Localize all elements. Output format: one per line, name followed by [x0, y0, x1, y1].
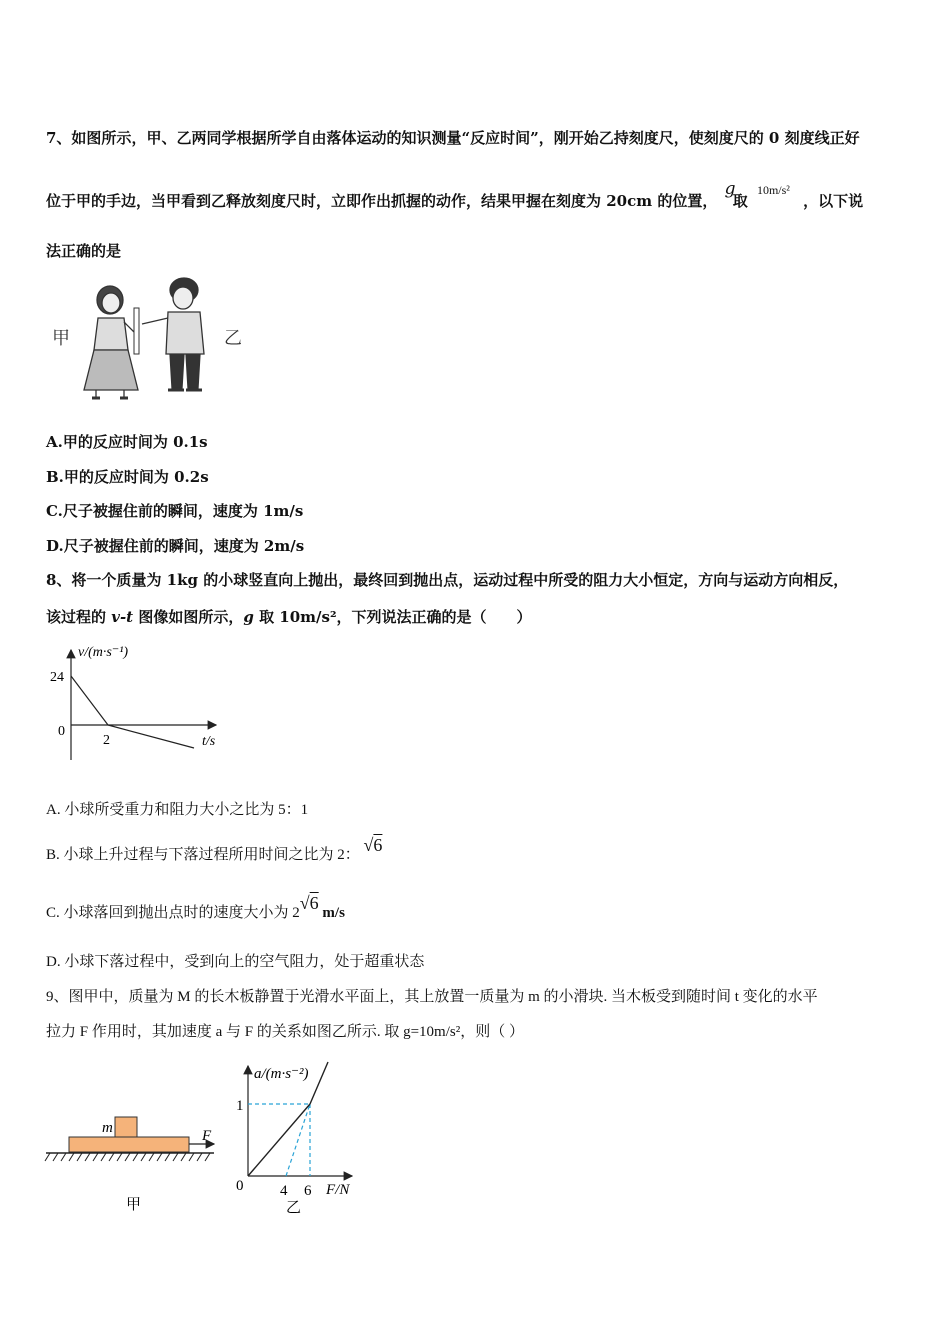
fig-jia-caption: 甲	[126, 1197, 142, 1213]
q8-option-b	[46, 835, 383, 864]
q8-origin: 0	[58, 724, 65, 739]
q8-down-segment	[108, 725, 194, 748]
mass-label: m	[102, 1120, 113, 1136]
boy-illustration	[142, 278, 204, 390]
q8-line1: 8、将一个质量为 1kg 的小球竖直向上抛出，最终回到抛出点，运动过程中所受的阻力大小恒定，方向与运动方向相反，	[46, 571, 849, 589]
q7-line2-text: 位于甲的手边，当甲看到乙释放刻度尺时，立即作出抓握的动作，结果甲握在刻度为 20cm 的位置，	[46, 192, 718, 210]
q8-line2-c: 取 10m/s²，下列说法正确的是（ ）	[253, 608, 532, 626]
q9-line2: 拉力 F 作用时，其加速度 a 与 F 的关系如图乙所示. 取 g=10m/s²，则（ ）	[46, 1024, 524, 1040]
q8-up-segment	[71, 676, 108, 725]
small-block	[115, 1117, 137, 1137]
q8-option-b-text: B. 小球上升过程与下落过程所用时间之比为 2：	[46, 847, 360, 863]
q8-y-label: v/(m·s⁻¹)	[78, 645, 129, 660]
q8-option-c-unit: m/s	[318, 905, 345, 921]
q7-figure	[48, 272, 268, 402]
q8-y-tick: 24	[50, 670, 64, 685]
q8-option-d: D. 小球下落过程中，受到向上的空气阻力，处于超重状态	[46, 954, 425, 970]
q7-line3: 法正确的是	[46, 242, 122, 260]
q8-line2-a: 该过程的	[46, 608, 112, 626]
q8-vt-graph	[46, 640, 246, 765]
q9-segment-2	[310, 1062, 328, 1104]
q7-option-d: D.尺子被握住前的瞬间，速度为 2m/s	[46, 537, 305, 555]
q7-option-a: A.甲的反应时间为 0.1s	[46, 433, 208, 451]
q7-qu: 取	[732, 192, 748, 210]
q8-option-c-root: √6	[299, 893, 319, 913]
q7-g-value: 10m/s²	[756, 183, 790, 197]
q9-segment-1	[248, 1104, 310, 1176]
force-label: F	[202, 1128, 212, 1144]
q8-vt: v-t	[111, 608, 134, 626]
fig-yi-caption: 乙	[286, 1200, 302, 1216]
q9-fig-jia	[44, 1108, 224, 1218]
q7-fig-label-right: 乙	[224, 328, 242, 348]
q8-x-label: t/s	[202, 734, 216, 749]
ground-hatching	[45, 1153, 210, 1161]
long-board	[69, 1137, 189, 1152]
q7-option-c: C.尺子被握住前的瞬间，速度为 1m/s	[46, 502, 304, 520]
q9-dash-slanted	[286, 1104, 310, 1176]
q8-option-c-text: C. 小球落回到抛出点时的速度大小为 2	[46, 905, 300, 921]
q8-x-tick: 2	[103, 733, 110, 748]
q8-line2-b: 图像如图所示，	[133, 608, 244, 626]
q9-line1: 9、图甲中，质量为 M 的长木板静置于光滑水平面上，其上放置一质量为 m 的小滑块. 当木板受到随时间 t 变化的水平	[46, 989, 818, 1005]
q9-y-label: a/(m·s⁻²)	[254, 1066, 309, 1082]
q7-option-b: B.甲的反应时间为 0.2s	[46, 468, 209, 486]
q9-fig-yi	[230, 1058, 370, 1218]
q8-option-b-root: √6	[363, 835, 383, 855]
q7-g-symbol: g	[724, 179, 736, 199]
q8-line2	[46, 606, 532, 627]
q9-y-tick: 1	[236, 1098, 244, 1114]
q8-option-c	[46, 893, 345, 922]
q7-line2	[46, 179, 864, 211]
q9-origin: 0	[236, 1178, 244, 1194]
q9-x-tick-6: 6	[304, 1183, 312, 1199]
q7-fig-label-left: 甲	[52, 328, 70, 348]
q7-line2-end: ，以下说	[803, 192, 864, 210]
girl-illustration	[84, 286, 138, 398]
ruler	[134, 308, 139, 354]
q8-g: g	[243, 608, 254, 626]
q9-x-label: F/N	[326, 1182, 350, 1198]
q9-x-tick-4: 4	[280, 1183, 288, 1199]
q7-line1: 7、如图所示，甲、乙两同学根据所学自由落体运动的知识测量“反应时间”，刚开始乙持刻度尺，使刻度尺的 0 刻度线正好	[46, 129, 860, 147]
q8-option-a: A. 小球所受重力和阻力大小之比为 5：1	[46, 802, 309, 818]
